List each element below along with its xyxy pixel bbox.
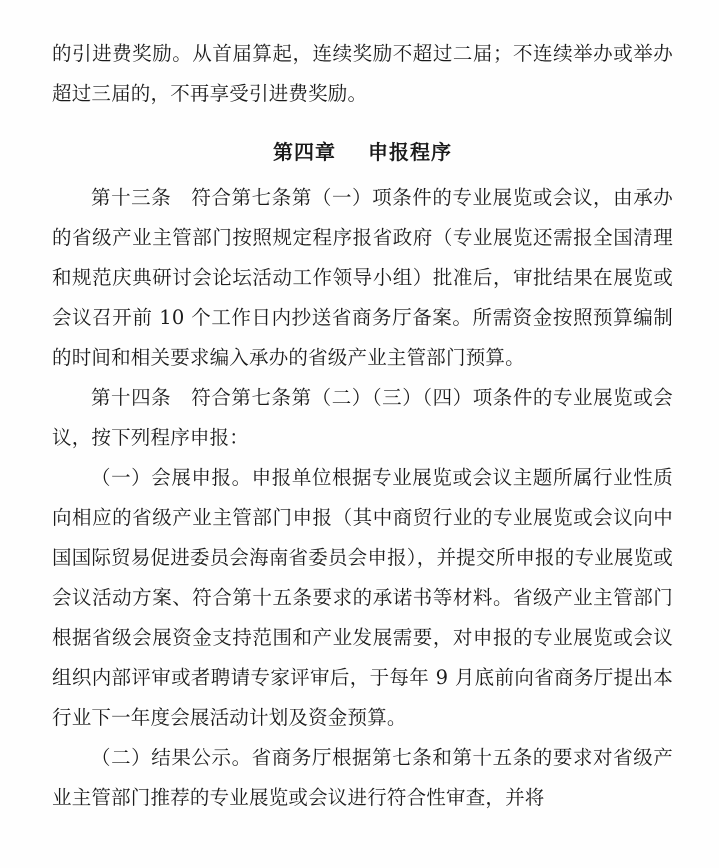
document-body — [52, 34, 673, 818]
item-two-paragraph: （二）结果公示。省商务厅根据第七条和第十五条的要求对省级产业主管部门推荐的专业展览或会议进行符合性审查，并将 — [52, 746, 673, 809]
paragraph-continuation: 的引进费奖励。从首届算起，连续奖励不超过二届；不连续举办或举办超过三届的，不再享受引进费奖励。 — [52, 42, 673, 105]
item-one-paragraph: （一）会展申报。申报单位根据专业展览或会议主题所属行业性质向相应的省级产业主管部门申报（其中商贸行业的专业展览或会议向中国国际贸易促进委员会海南省委员会申报），并提交所申报的专业展览或会议活动方案、符合第十五条要求的承诺书等材料。省级产业主管部门根据省级会展资金支持范围和产业发展需要，对申报的专业展览或会议组织内部评审或者聘请专家评审后，于每年 9 月底前向省商务厅提出本行业下一年度会展活动计划及资金预算。 — [52, 466, 673, 729]
chapter-number: 第四章 — [273, 140, 336, 164]
article-fourteen-paragraph: 第十四条 符合第七条第（二）（三）（四）项条件的专业展览或会议，按下列程序申报： — [52, 386, 673, 449]
chapter-heading — [52, 132, 673, 172]
article-thirteen-paragraph: 第十三条 符合第七条第（一）项条件的专业展览或会议，由承办的省级产业主管部门按照规定程序报省政府（专业展览还需报全国清理和规范庆典研讨会论坛活动工作领导小组）批准后，审批结果在展览或会议召开前 10 个工作日内抄送省商务厅备案。所需资金按照预算编制的时间和相关要求编入承办的省级产业主管部门预算。 — [52, 186, 673, 369]
chapter-title: 申报程序 — [368, 140, 452, 164]
